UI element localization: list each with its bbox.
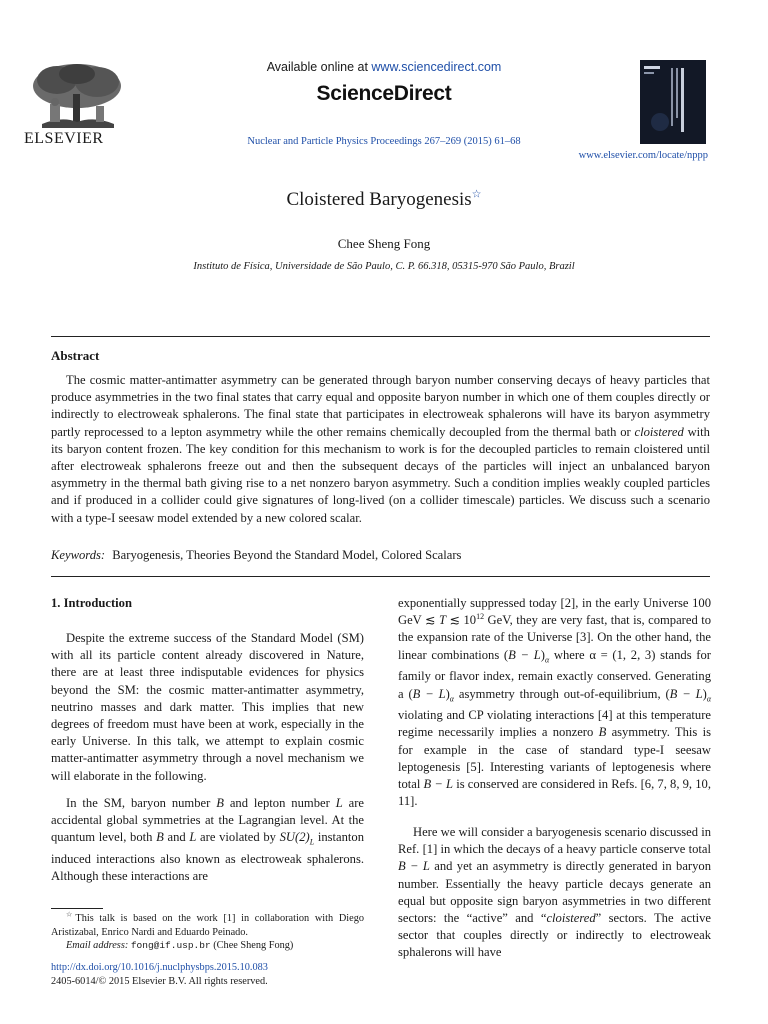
c2p1-c: GeV, they are very fast, that is, compared to the expansion rate of the Universe [3]. On the other hand, the linear combinations ( bbox=[398, 613, 711, 662]
cover-graphic-icon bbox=[640, 60, 706, 144]
copyright: 2405-6014/© 2015 Elsevier B.V. All rights reserved. bbox=[51, 976, 268, 987]
c2p1-e: where α = (1, 2, 3) stands for family or flavor index, remain exactly conserved. Generating a ( bbox=[398, 647, 711, 701]
intro-paragraph-2 bbox=[51, 795, 364, 886]
article-title bbox=[0, 189, 768, 211]
abstract-body bbox=[51, 372, 710, 527]
sub-alpha-3: α bbox=[706, 694, 712, 704]
c2p1-j: asymmetry. This is for example in the case of standard type-I seesaw leptogenesis [5]. Interesting variants of leptogenesis where total bbox=[398, 725, 711, 792]
abstract-emph: cloistered bbox=[634, 424, 684, 439]
intro-p2-text-e: are accidental global symmetries at the Lagrangian level. At the quantum level, both bbox=[51, 796, 364, 845]
symbol-BL-3: B − L bbox=[669, 686, 703, 701]
journal-citation-link[interactable]: Nuclear and Particle Physics Proceedings 267–269 (2015) 61–68 bbox=[247, 136, 521, 147]
symbol-B-2: B bbox=[156, 830, 164, 845]
symbol-BL: B − L bbox=[508, 647, 541, 662]
article-title-text: Cloistered Baryogenesis bbox=[286, 189, 472, 210]
c2p1-b: ≲ 10 bbox=[446, 613, 477, 628]
c2p2-b: and yet an asymmetry is directly generated in baryon number. Essentially the heavy particle decays generate an equal but opposite sign baryon asymmetries in two different sectors: the “active” and “ bbox=[398, 859, 711, 926]
abstract-heading: Abstract bbox=[51, 348, 100, 363]
c2p1-i: violating and CP violating interactions [4] at this temperature regime necessarily implies a nonzero bbox=[398, 708, 711, 740]
c2p2-c: ” sectors. The active sector that couples directly or indirectly to electroweak sphalerons will have bbox=[398, 911, 711, 960]
c2p2-a: Here we will consider a baryogenesis scenario discussed in Ref. [1] in which the decays of a heavy particle conserve total bbox=[398, 825, 711, 857]
symbol-L-2: L bbox=[189, 830, 197, 845]
footnote-1 bbox=[51, 912, 364, 940]
exponent-12: 12 bbox=[476, 612, 485, 622]
symbol-BL-4: B − L bbox=[423, 777, 454, 792]
sciencedirect-link[interactable]: www.sciencedirect.com bbox=[371, 60, 502, 74]
footnote-rule bbox=[51, 908, 103, 909]
footnote-email bbox=[66, 940, 293, 951]
journal-cover bbox=[640, 60, 706, 144]
intro-p2-text-l: instanton induced interactions also known as electroweak sphalerons. Although these interactions are bbox=[51, 830, 364, 884]
c2p1-f: ) bbox=[445, 686, 450, 701]
keywords-label: Keywords: bbox=[51, 548, 106, 562]
sub-alpha-2: α bbox=[449, 694, 454, 704]
abstract-bottom-rule bbox=[51, 576, 710, 577]
affiliation: Instituto de Física, Universidade de São Paulo, C. P. 66.318, 05315-970 São Paulo, Brazil bbox=[193, 261, 575, 272]
keywords-text: Baryogenesis, Theories Beyond the Standard Model, Colored Scalars bbox=[112, 548, 462, 562]
c2p1-d: ) bbox=[540, 647, 545, 662]
email-owner: (Chee Sheng Fong) bbox=[210, 940, 294, 951]
journal-url bbox=[560, 150, 708, 161]
c2p1-a: exponentially suppressed today [2], in the early Universe 100 GeV ≲ bbox=[398, 596, 711, 628]
symbol-BL-2: B − L bbox=[412, 686, 446, 701]
intro-p2-text-i: are violated by bbox=[196, 830, 280, 845]
intro-p2-text-c: and lepton number bbox=[223, 796, 336, 810]
abstract-part1: The cosmic matter-antimatter asymmetry can be generated through baryon number conserving decays of heavy particles that produce asymmetries in the two final states that carry equal and opposite baryon number in which one of them couples directly or indirectly to electroweak sphalerons. The final state that participates in electroweak sphalerons will have its baryon asymmetry partly reprocessed to a lepton asymmetry while the other remains chemically decoupled from the thermal bath or bbox=[51, 373, 710, 439]
abstract-top-rule bbox=[51, 336, 710, 337]
footnote-text: This talk is based on the work [1] in collaboration with Diego Aristizabal, Enrico Nardi and Eduardo Peinado. bbox=[51, 913, 364, 938]
email-address[interactable]: fong@if.usp.br bbox=[130, 940, 211, 951]
available-prefix: Available online at bbox=[266, 60, 372, 74]
symbol-B-3: B bbox=[598, 725, 607, 740]
symbol-B: B bbox=[216, 796, 224, 810]
symbol-BL-5: B − L bbox=[398, 859, 430, 874]
abstract-part2: with its baryon content frozen. The key condition for this mechanism to work is for the decoupled particles to remain cloistered until after electroweak sphalerons freeze out and then the subsequent decays of the particles will inject an unbalanced baryon asymmetry in the thermal bath giving rise to a net nonzero baryon asymmetry. Such a condition implies weakly coupled particles and if produced in a collider could give signatures of long-lived (on a collider timescale) particles. We discuss such a scenario with a type-I seesaw model extended by a new colored scalar. bbox=[51, 424, 710, 525]
journal-url-link[interactable]: www.elsevier.com/locate/nppp bbox=[578, 150, 708, 161]
col2-paragraph-2 bbox=[398, 824, 711, 962]
email-label: Email address: bbox=[66, 940, 129, 951]
keywords bbox=[51, 548, 461, 563]
section-1-heading: 1. Introduction bbox=[51, 596, 132, 610]
symbol-L: L bbox=[335, 796, 343, 810]
c2p1-h: ) bbox=[702, 686, 707, 701]
symbol-SU2-sub: L bbox=[309, 837, 315, 847]
col2-paragraph-1 bbox=[398, 595, 711, 810]
doi bbox=[51, 962, 268, 973]
c2p1-g: asymmetry through out-of-equilibrium, ( bbox=[454, 686, 670, 701]
title-footnote-mark[interactable]: ☆ bbox=[471, 188, 482, 201]
doi-link[interactable]: http://dx.doi.org/10.1016/j.nuclphysbps.2015.10.083 bbox=[51, 962, 268, 973]
c2p1-k: is conserved are considered in Refs. [6, 7, 8, 9, 10, 11]. bbox=[398, 777, 711, 809]
c2p2-emph: cloistered bbox=[546, 911, 596, 926]
intro-paragraph-1: Despite the extreme success of the Standard Model (SM) with all its particle content already discovered in Nature, there are at least three indisputable evidences for physics beyond the SM: the cosmic matter-antimatter asymmetry, neutrino masses and dark matter. This implies that new degrees of freedom must have been at work, especially in the early Universe. In this talk, we attempt to explain cosmic matter-antimatter asymmetry through a novel mechanism we will elaborate in the following. bbox=[51, 631, 364, 783]
symbol-SU2: SU(2) bbox=[279, 830, 310, 845]
intro-p2-text-g: and bbox=[163, 830, 190, 845]
footnote-mark: ☆ bbox=[66, 910, 76, 919]
sub-alpha: α bbox=[544, 655, 550, 665]
symbol-T: T bbox=[439, 613, 447, 628]
publisher-name: ELSEVIER bbox=[24, 130, 104, 147]
sciencedirect-brand: ScienceDirect bbox=[316, 82, 452, 105]
author-name: Chee Sheng Fong bbox=[337, 236, 431, 251]
intro-p2-text-a: In the SM, baryon number bbox=[66, 796, 217, 810]
